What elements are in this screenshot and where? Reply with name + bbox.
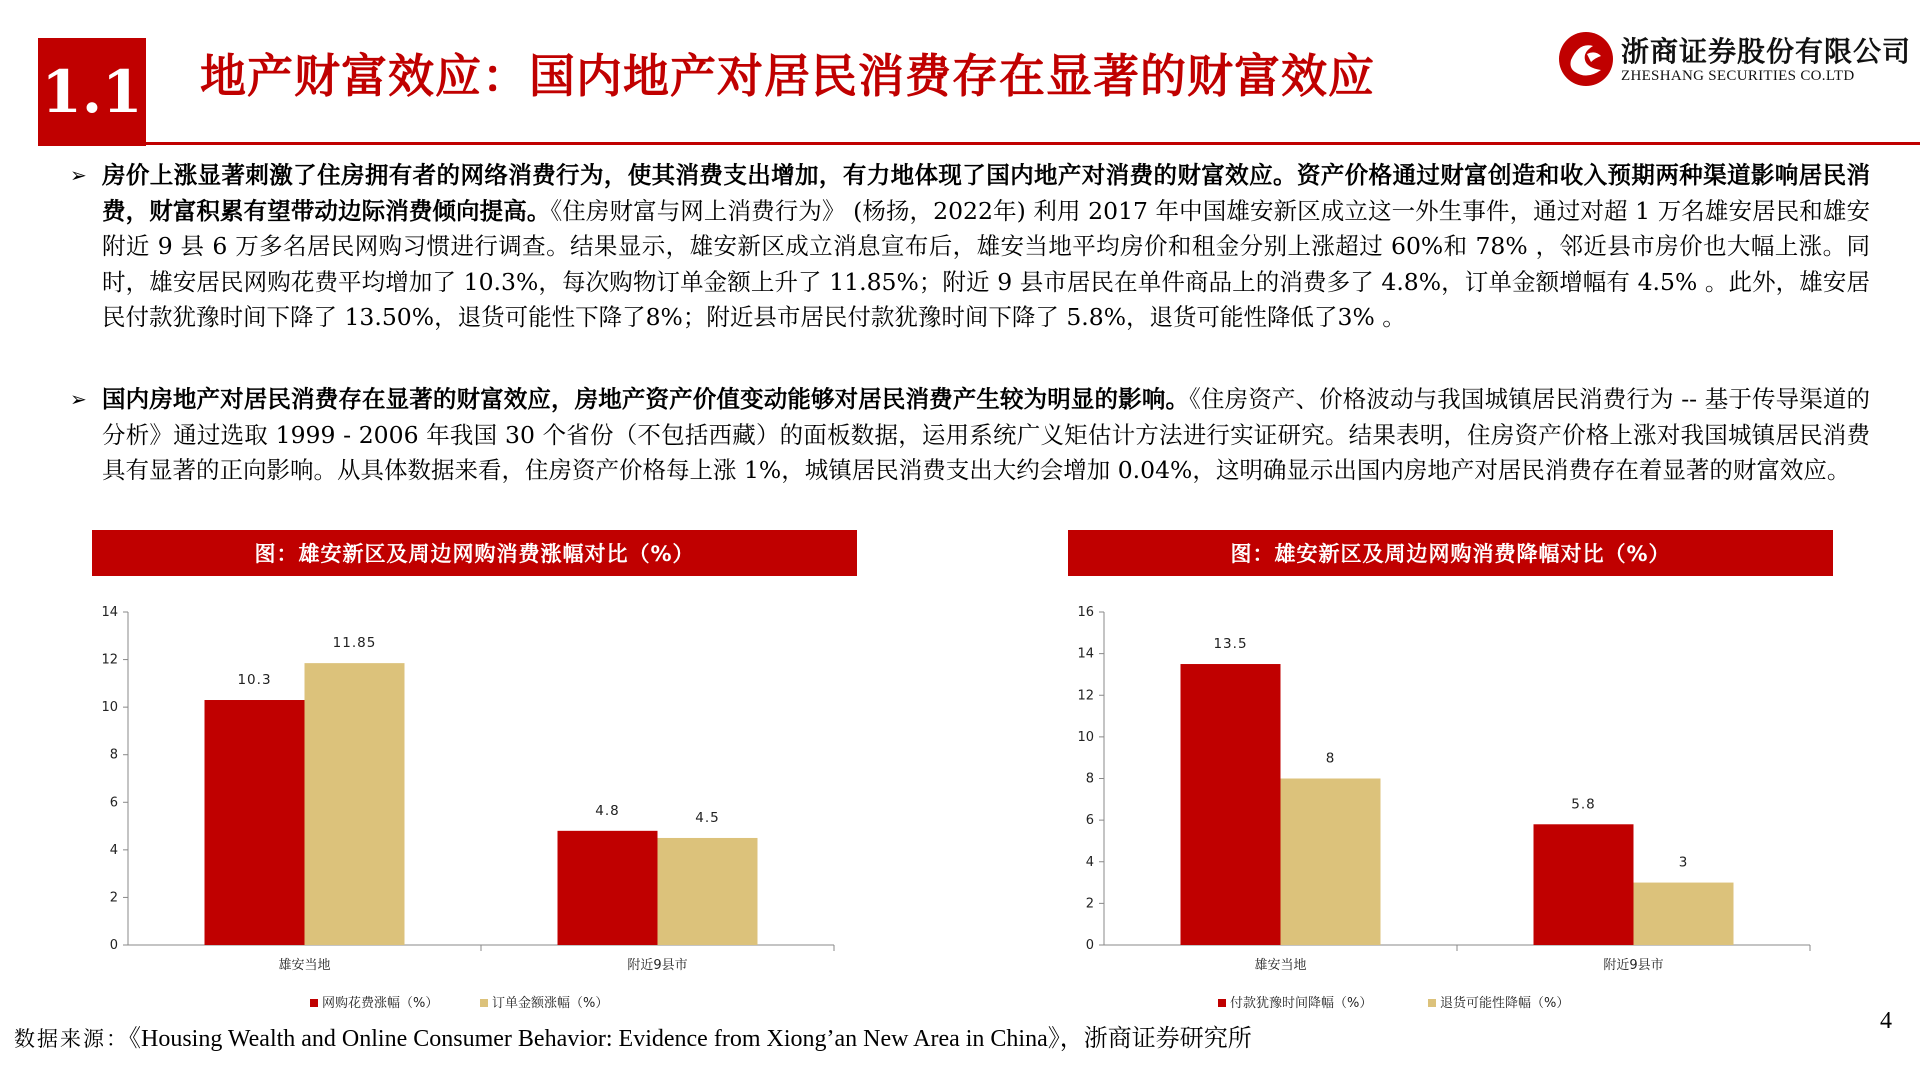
data-label: 4.5 xyxy=(695,809,720,826)
y-tick-label: 4 xyxy=(109,842,118,858)
x-category-label: 雄安当地 xyxy=(278,958,331,973)
legend-swatch xyxy=(1428,999,1436,1007)
x-category-label: 附近9县市 xyxy=(1603,958,1664,973)
x-category-label: 附近9县市 xyxy=(627,958,688,973)
legend-swatch xyxy=(480,999,488,1007)
data-label: 5.8 xyxy=(1571,796,1596,813)
legend-label: 付款犹豫时间降幅（%） xyxy=(1230,996,1373,1011)
y-tick-label: 16 xyxy=(1077,605,1094,620)
section-number-badge: 1.1 xyxy=(38,38,146,146)
bar-series-2 xyxy=(305,663,405,945)
bar-series-1 xyxy=(1534,824,1634,945)
legend-label: 退货可能性降幅（%） xyxy=(1440,996,1570,1011)
zheshang-logo-icon xyxy=(1557,30,1615,88)
legend-swatch xyxy=(310,999,318,1007)
logo-company-name-cn: 浙商证券股份有限公司 xyxy=(1621,35,1912,68)
bullet-paragraph-1 xyxy=(70,158,1870,336)
source-citation: 《Housing Wealth and Online Consumer Behavior: Evidence from Xiong’an New Area in China》，浙商证券研究所 xyxy=(129,1026,1252,1052)
title-divider xyxy=(146,142,1920,145)
y-tick-label: 12 xyxy=(1077,688,1094,704)
bullet-arrow-icon: ➢ xyxy=(70,163,87,187)
bar-series-2 xyxy=(1634,883,1734,945)
data-label: 13.5 xyxy=(1213,636,1248,653)
legend-label: 网购花费涨幅（%） xyxy=(322,996,439,1011)
bullet-paragraph-2 xyxy=(70,382,1870,489)
y-tick-label: 12 xyxy=(101,652,118,668)
chart-1-header: 图：雄安新区及周边网购消费涨幅对比（%） xyxy=(92,530,857,576)
y-tick-label: 0 xyxy=(1085,938,1094,953)
data-label: 8 xyxy=(1325,750,1336,767)
y-tick-label: 6 xyxy=(109,795,118,811)
legend-swatch xyxy=(1218,999,1226,1007)
y-tick-label: 10 xyxy=(1077,729,1094,745)
bullet-2-bold-lead: 国内房地产对居民消费存在显著的财富效应，房地产资产价值变动能够对居民消费产生较为明显的影响。 xyxy=(102,385,1190,413)
source-label: 数据来源： xyxy=(14,1027,129,1051)
bar-series-1 xyxy=(205,700,305,945)
bar-series-2 xyxy=(1281,779,1381,946)
chart-2-decrease-comparison xyxy=(1068,600,1848,1010)
y-tick-label: 2 xyxy=(109,890,118,906)
data-label: 10.3 xyxy=(237,672,272,689)
data-source xyxy=(14,1018,1252,1053)
y-tick-label: 4 xyxy=(1085,854,1094,870)
bar-series-2 xyxy=(658,838,758,945)
chart-1-increase-comparison xyxy=(92,600,872,1010)
logo-company-name-en: ZHESHANG SECURITIES CO.LTD xyxy=(1621,68,1855,84)
x-category-label: 雄安当地 xyxy=(1254,958,1307,973)
bullet-arrow-icon: ➢ xyxy=(70,387,87,411)
company-logo xyxy=(1557,30,1912,92)
chart-2-header: 图：雄安新区及周边网购消费降幅对比（%） xyxy=(1068,530,1833,576)
y-tick-label: 10 xyxy=(101,700,118,716)
y-tick-label: 2 xyxy=(1085,896,1094,912)
y-tick-label: 14 xyxy=(101,605,118,620)
data-label: 3 xyxy=(1678,854,1689,871)
bullet-1-body: 《住房财富与网上消费行为》 (杨扬，2022年) 利用 2017 年中国雄安新区成立这一外生事件，通过对超 1 万名雄安居民和雄安附近 9 县 6 万多名居民网购习惯进行调查。结果显示，雄安新区成立消息宣布后，雄安当地平均房价和租金分别上涨超过 60%和 78% ，邻近县市房价也大幅上涨。同时，雄安居民网购花费平均增加了 10.3%，每次购物订单金额上升了 11.85%；附近 9 县市居民在单件商品上的消费多了 4.8%，订单金额增幅有 4.5% 。此外，雄安居民付款犹豫时间下降了 13.50%，退货可能性下降了8%；附近县市居民付款犹豫时间下降了 5.8%，退货可能性降低了3% 。 xyxy=(102,196,1871,331)
y-tick-label: 14 xyxy=(1077,646,1094,662)
legend-label: 订单金额涨幅（%） xyxy=(492,996,609,1011)
bar-series-1 xyxy=(1181,664,1281,945)
bar-series-1 xyxy=(558,831,658,945)
y-tick-label: 0 xyxy=(109,938,118,953)
bullet-2-body: 《住房资产、价格波动与我国城镇居民消费行为 -- 基于传导渠道的分析》通过选取 1999 - 2006 年我国 30 个省份（不包括西藏）的面板数据，运用系统广义矩估计方法进行实证研究。结果表明，住房资产价格上涨对我国城镇居民消费具有显著的正向影响。从具体数据来看，住房资产价格每上涨 1%，城镇居民消费支出大约会增加 0.04%，这明确显示出国内房地产对居民消费存在着显著的财富效应。 xyxy=(102,385,1871,484)
y-tick-label: 8 xyxy=(1085,771,1094,787)
data-label: 11.85 xyxy=(332,635,377,652)
y-tick-label: 6 xyxy=(1085,813,1094,829)
y-tick-label: 8 xyxy=(109,747,118,763)
page-title: 地产财富效应：国内地产对居民消费存在显著的财富效应 xyxy=(200,49,1375,103)
page-number: 4 xyxy=(1880,1008,1892,1034)
bullet-1-bold-lead: 房价上涨显著刺激了住房拥有者的网络消费行为，使其消费支出增加，有力地体现了国内地产对消费的财富效应。资产价格通过财富创造和收入预期两种渠道影响居民消费，财富积累有望带动边际消费倾向提高。 xyxy=(102,161,1870,225)
data-label: 4.8 xyxy=(595,802,620,819)
